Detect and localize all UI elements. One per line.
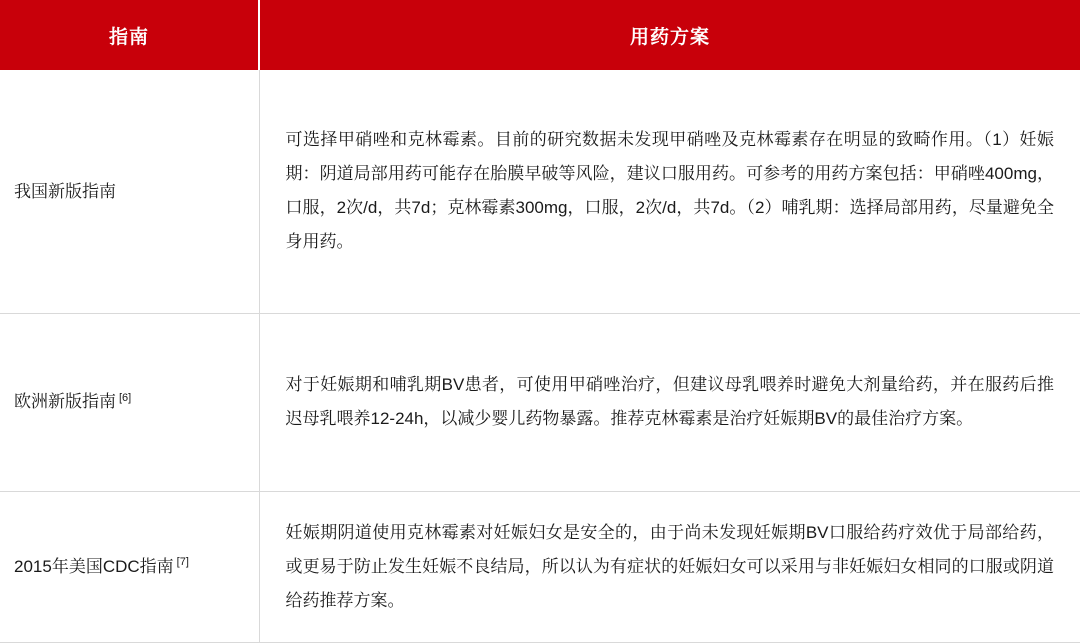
cell-medication-plan: 妊娠期阴道使用克林霉素对妊娠妇女是安全的，由于尚未发现妊娠期BV口服给药疗效优于局部给药，或更易于防止发生妊娠不良结局，所以认为有症状的妊娠妇女可以采用与非妊娠妇女相同的口服或阴道给药推荐方案。 [259, 491, 1080, 642]
guideline-label: 我国新版指南 [14, 181, 116, 201]
cell-guideline-name [0, 491, 259, 642]
table-row [0, 491, 1080, 642]
cell-medication-plan: 可选择甲硝唑和克林霉素。目前的研究数据未发现甲硝唑及克林霉素存在明显的致畸作用。（1）妊娠期：阴道局部用药可能存在胎膜早破等风险，建议口服用药。可参考的用药方案包括：甲硝唑400mg，口服，2次/d，共7d；克林霉素300mg，口服，2次/d，共7d。（2）哺乳期：选择局部用药，尽量避免全身用药。 [259, 70, 1080, 313]
table-row [0, 313, 1080, 491]
header-row [0, 0, 1080, 70]
reference-marker: [7] [176, 556, 189, 569]
reference-marker: [6] [119, 391, 132, 404]
table-row [0, 70, 1080, 313]
table-header [0, 0, 1080, 70]
cell-guideline-name [0, 313, 259, 491]
column-header-guideline: 指南 [0, 0, 259, 70]
guideline-label: 欧洲新版指南 [14, 392, 116, 412]
cell-guideline-name [0, 70, 259, 313]
table-body [0, 70, 1080, 642]
column-header-plan: 用药方案 [259, 0, 1080, 70]
cell-medication-plan: 对于妊娠期和哺乳期BV患者，可使用甲硝唑治疗，但建议母乳喂养时避免大剂量给药，并在服药后推迟母乳喂养12-24h，以减少婴儿药物暴露。推荐克林霉素是治疗妊娠期BV的最佳治疗方案。 [259, 313, 1080, 491]
guideline-label: 2015年美国CDC指南 [14, 556, 174, 576]
